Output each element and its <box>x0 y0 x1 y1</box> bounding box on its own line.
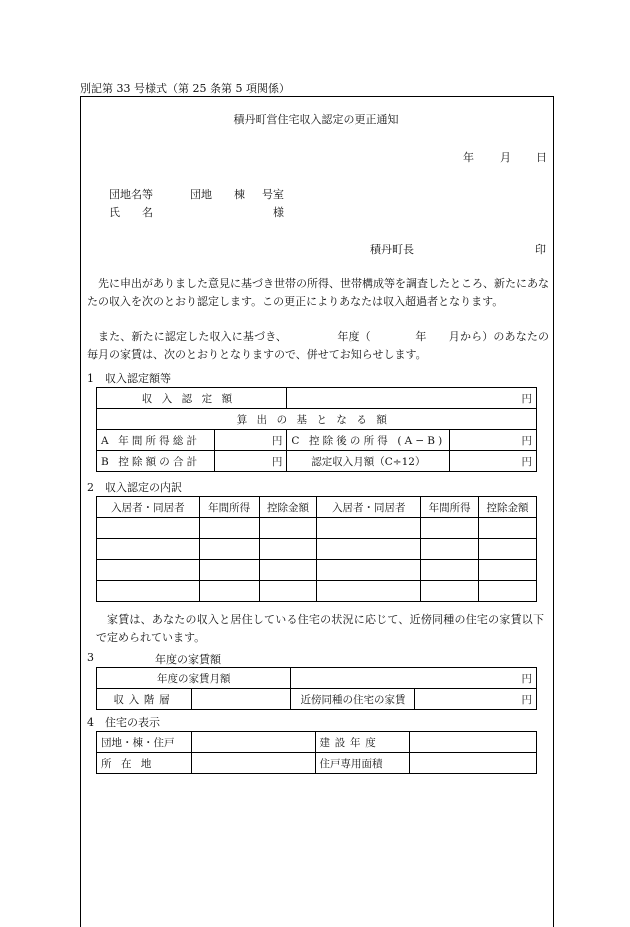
income-table <box>96 387 537 472</box>
table-row <box>97 518 537 539</box>
form-reference: 別記第 33 号様式（第 25 条第 5 項関係） <box>80 82 290 95</box>
seal-mark: 印 <box>535 243 546 256</box>
name-label: 氏 名 <box>109 206 153 219</box>
room-unit: 号室 <box>262 188 284 201</box>
yen-unit: 円 <box>287 388 537 409</box>
year-built-label: 建設年度 <box>315 732 410 753</box>
yen-unit: 円 <box>215 430 287 451</box>
table-row <box>97 560 537 581</box>
rent-monthly-label: 年度の家賃月額 <box>97 668 291 689</box>
breakdown-table <box>96 496 537 602</box>
issuer-title: 積丹町長 <box>370 243 414 256</box>
date-month: 月 <box>500 151 511 164</box>
col-header: 年間所得 <box>421 497 479 518</box>
body-paragraph-1: 先に申出がありました意見に基づき世帯の所得、世帯構成等を調査したところ、新たにあなたの収入を次のとおり認定します。この更正によりあなたは収入超過者となります。 <box>87 277 549 308</box>
table-row <box>97 539 537 560</box>
c-label: C 控除後の所得 (A−B) <box>287 430 450 451</box>
complex-label: 団地名等 <box>109 188 153 201</box>
col-header: 入居者・同居者 <box>317 497 421 518</box>
b-label: B 控除額の合計 <box>97 451 215 472</box>
col-header: 控除金額 <box>259 497 317 518</box>
col-header: 入居者・同居者 <box>97 497 200 518</box>
yen-unit: 円 <box>415 689 537 710</box>
income-amount-label: 収入認定額 <box>97 388 287 409</box>
yen-unit: 円 <box>291 668 537 689</box>
section3-number: 3 <box>87 651 94 664</box>
document-title: 積丹町営住宅収入認定の更正通知 <box>233 113 399 126</box>
rent-note: 家賃は、あなたの収入と居住している住宅の状況に応じて、近傍同種の住宅の家賃以下で定められています。 <box>96 613 544 644</box>
honorific: 様 <box>273 206 284 219</box>
yen-unit: 円 <box>450 451 537 472</box>
market-rent-label: 近傍同種の住宅の家賃 <box>291 689 415 710</box>
estate-label: 団地・棟・住戸 <box>97 732 192 753</box>
basis-header: 算出の基となる額 <box>97 409 537 430</box>
a-label: A 年間所得総計 <box>97 430 215 451</box>
section4-heading: 4 住宅の表示 <box>87 716 160 729</box>
date-day: 日 <box>536 151 547 164</box>
section2-heading: 2 収入認定の内訳 <box>87 481 182 494</box>
monthly-label: 認定収入月額（C÷12） <box>287 451 450 472</box>
location-label: 所在地 <box>97 753 192 774</box>
table-row <box>97 581 537 602</box>
col-header: 年間所得 <box>199 497 259 518</box>
section1-heading: 1 収入認定額等 <box>87 372 171 385</box>
housing-table <box>96 731 537 774</box>
body-paragraph-2: また、新たに認定した収入に基づき、 年度（ 年 月から）のあなたの毎月の家賃は、次のとおりとなりますので、併せてお知らせします。 <box>87 330 549 361</box>
section3-heading: 年度の家賃額 <box>155 653 221 666</box>
complex-unit: 団地 <box>190 188 212 201</box>
date-year: 年 <box>463 151 474 164</box>
rent-table <box>96 667 537 710</box>
yen-unit: 円 <box>215 451 287 472</box>
income-bracket-label: 収入階層 <box>97 689 192 710</box>
floor-area-label: 住戸専用面積 <box>315 753 410 774</box>
yen-unit: 円 <box>450 430 537 451</box>
building-unit: 棟 <box>234 188 245 201</box>
col-header: 控除金額 <box>479 497 537 518</box>
